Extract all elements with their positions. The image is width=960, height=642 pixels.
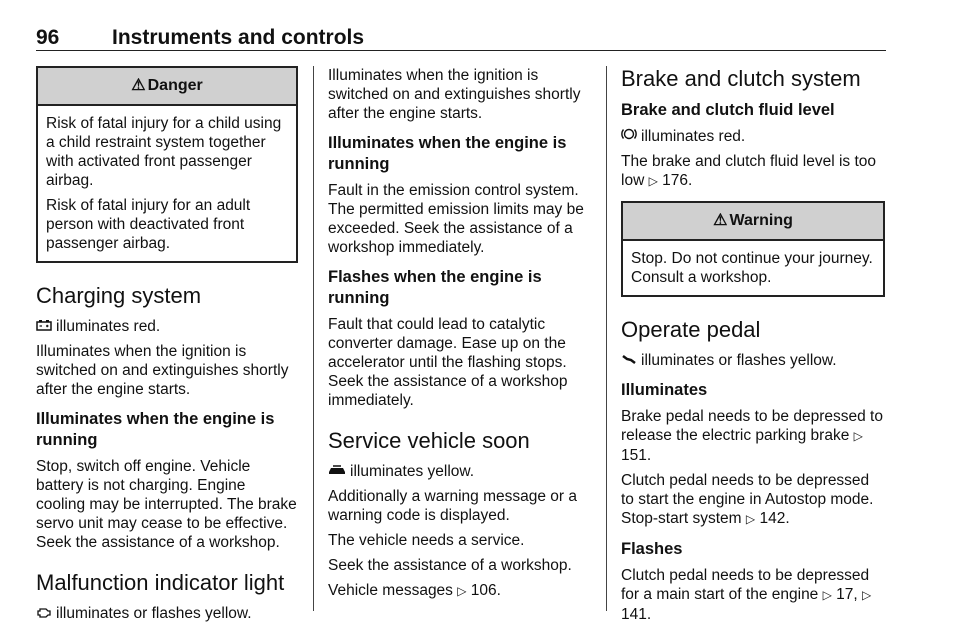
page-ref-link[interactable]: 141. <box>621 606 652 623</box>
service-para-1: Additionally a warning message or a warning code is displayed. <box>328 488 577 524</box>
malfunction-line: illuminates or flashes yellow. <box>36 604 298 623</box>
page-header <box>36 26 886 51</box>
charging-para-2: Stop, switch off engine. Vehicle battery is not charging. Engine cooling may be interrupted. The brake servo unit may cease to be effective. Seek the assistance of a workshop. <box>36 458 297 551</box>
service-line: illuminates yellow. <box>328 462 590 481</box>
brake-heading: Brake and clutch system <box>621 66 861 91</box>
pedal-line: illuminates or flashes yellow. <box>621 351 885 370</box>
danger-para-1: Risk of fatal injury for a child using a child restraint system together with activated front passenger airbag. <box>46 115 282 189</box>
brake-para-1: The brake and clutch fluid level is too low ▷ 176. <box>621 153 877 189</box>
pedal-para-3: Clutch pedal needs to be depressed for a main start of the engine ▷ 17, ▷ 141. <box>621 567 872 623</box>
mil-para-3: Fault that could lead to catalytic converter damage. Ease up on the accelerator until the flashing stops. Seek the assistance of a workshop immediately. <box>328 316 568 409</box>
warning-body: Stop. Do not continue your journey. Consult a workshop. <box>631 250 873 286</box>
service-para-3: Seek the assistance of a workshop. <box>328 557 572 574</box>
service-para-2: The vehicle needs a service. <box>328 532 525 549</box>
section-title: Instruments and controls <box>112 26 365 49</box>
brake-circle-icon <box>621 127 637 146</box>
service-heading: Service vehicle soon <box>328 428 530 453</box>
column-left <box>36 66 298 629</box>
pedal-subheading-1: Illuminates <box>621 381 708 399</box>
danger-box <box>36 66 298 263</box>
page-ref-arrow-icon: ▷ <box>648 174 658 188</box>
warning-title: Warning <box>729 212 793 229</box>
column-middle <box>328 66 590 607</box>
pedal-para-2: Clutch pedal needs to be depressed to start the engine in Autostop mode. Stop-start system ▷ 142. <box>621 472 874 527</box>
brake-subheading: Brake and clutch fluid level <box>621 101 835 119</box>
charging-subheading: Illuminates when the engine is running <box>36 410 275 449</box>
page-ref-link[interactable]: 106. <box>470 582 501 599</box>
battery-icon <box>36 317 52 336</box>
column-right <box>621 66 885 630</box>
page-ref-arrow-icon: ▷ <box>457 584 467 598</box>
service-para-4: Vehicle messages ▷ 106. <box>328 582 501 599</box>
mil-subheading-1: Illuminates when the engine is running <box>328 134 567 173</box>
page-number: 96 <box>36 26 60 49</box>
page-ref-link[interactable]: 142. <box>759 510 790 527</box>
page-ref-arrow-icon: ▷ <box>853 429 863 443</box>
pedal-subheading-2: Flashes <box>621 540 683 558</box>
mil-para-2: Fault in the emission control system. The permitted emission limits may be exceeded. Seek the assistance of a workshop immediately. <box>328 182 584 256</box>
engine-icon <box>36 604 52 623</box>
charging-para-1: Illuminates when the ignition is switched on and extinguishes shortly after the engine starts. <box>36 343 289 398</box>
mil-subheading-2: Flashes when the engine is running <box>328 268 542 307</box>
mil-para-1: Illuminates when the ignition is switched on and extinguishes shortly after the engine starts. <box>328 67 581 122</box>
charging-line: illuminates red. <box>36 317 298 336</box>
page-ref-link[interactable]: 151. <box>621 447 652 464</box>
pedal-icon <box>621 351 637 370</box>
danger-para-2: Risk of fatal injury for an adult person with deactivated front passenger airbag. <box>46 197 251 252</box>
page-ref-link[interactable]: 176. <box>662 172 693 189</box>
car-wrench-icon <box>328 462 346 481</box>
danger-box-header <box>38 68 296 106</box>
column-divider-1 <box>313 66 314 611</box>
page-ref-arrow-icon: ▷ <box>745 512 756 526</box>
charging-heading: Charging system <box>36 283 202 308</box>
danger-box-body <box>38 106 296 261</box>
warning-triangle-icon: ⚠ <box>131 77 146 94</box>
page-ref-arrow-icon: ▷ <box>822 588 832 602</box>
danger-title: Danger <box>147 77 203 94</box>
malfunction-heading: Malfunction indicator light <box>36 570 285 595</box>
warning-box-body <box>623 241 883 295</box>
brake-line: illuminates red. <box>621 127 885 146</box>
pedal-heading: Operate pedal <box>621 317 761 342</box>
warning-box <box>621 201 885 297</box>
warning-box-header <box>623 203 883 241</box>
page-ref-arrow-icon: ▷ <box>862 588 872 602</box>
page-ref-link[interactable]: 17, <box>836 586 858 603</box>
pedal-para-1: Brake pedal needs to be depressed to release the electric parking brake ▷ 151. <box>621 408 883 464</box>
column-divider-2 <box>606 66 607 611</box>
warning-triangle-icon: ⚠ <box>713 212 728 229</box>
